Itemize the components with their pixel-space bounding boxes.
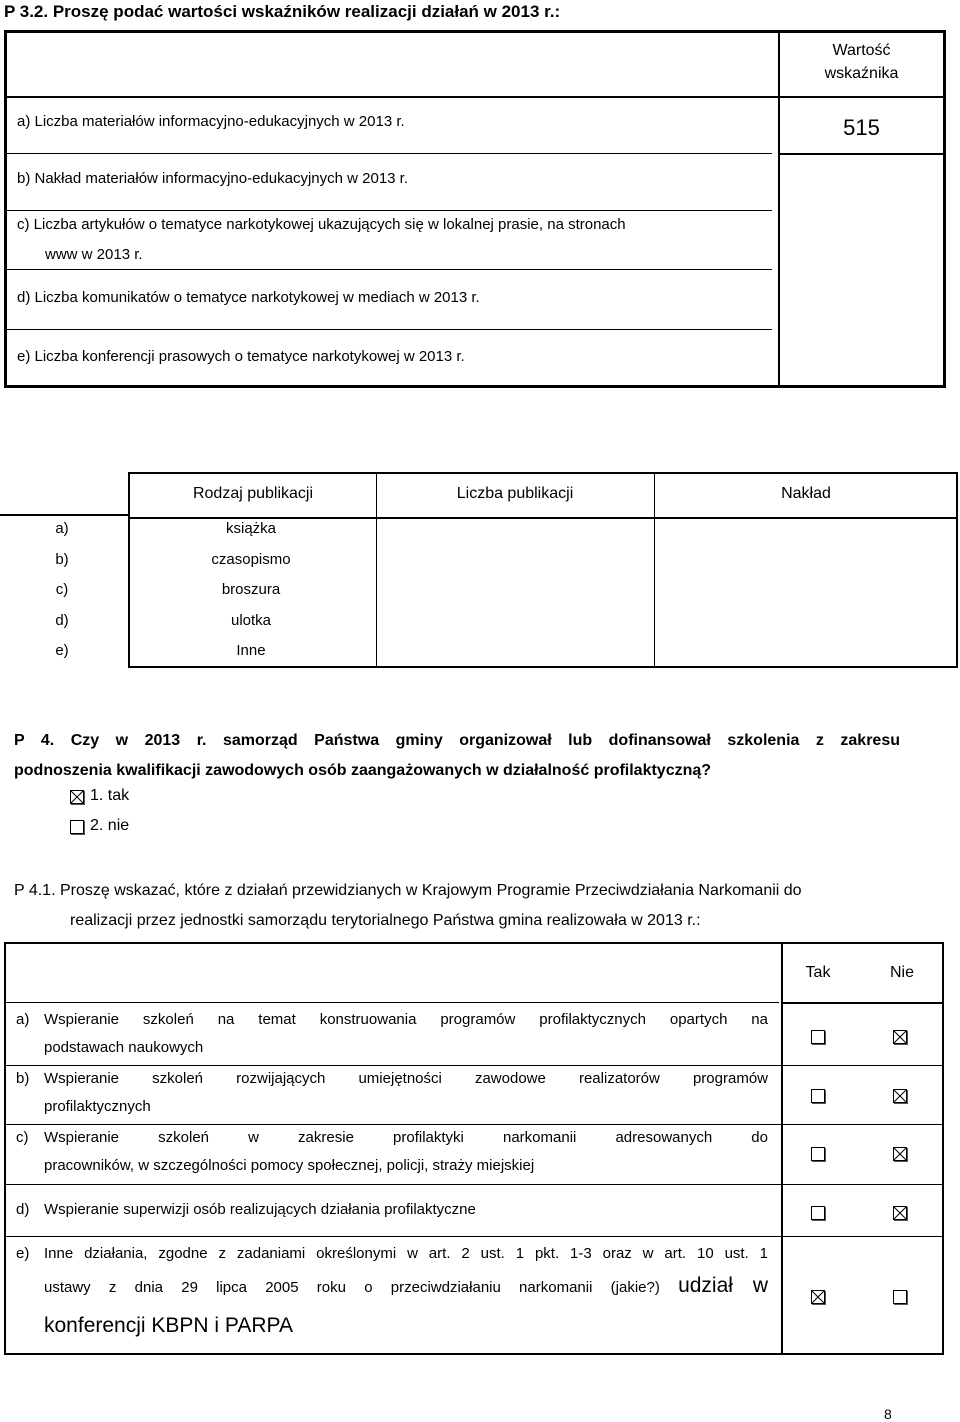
checkbox-d-nie[interactable]: [893, 1206, 907, 1220]
value-column-header: Wartość wskaźnika: [824, 42, 899, 82]
indicator-row-b: b) Nakład materiałów informacyjno-edukacyjnych w 2013 r.: [17, 170, 409, 187]
checkbox-tak[interactable]: [70, 790, 84, 804]
activities-table: [4, 942, 944, 1355]
list-item: Inne: [236, 642, 266, 659]
checkbox-d-tak[interactable]: [811, 1206, 825, 1220]
indicator-value-a: 515: [843, 115, 880, 140]
option-nie-label: 2. nie: [90, 817, 130, 834]
indicator-row-e: e) Liczba konferencji prasowych o tematyce narkotykowej w 2013 r.: [17, 348, 465, 365]
checkbox-nie[interactable]: [70, 820, 84, 834]
activity-row-d: d) Wspieranie superwizji osób realizujących działania profilaktyczne: [16, 1201, 476, 1218]
col-header-count: Liczba publikacji: [456, 485, 574, 502]
option-tak-label: 1. tak: [90, 787, 130, 804]
checkbox-e-nie[interactable]: [893, 1290, 907, 1304]
list-item: książka: [225, 520, 277, 537]
col-header-tak: Tak: [805, 964, 831, 981]
checkbox-a-nie[interactable]: [893, 1030, 907, 1044]
publication-types: [128, 514, 374, 667]
checkbox-a-tak[interactable]: [811, 1030, 825, 1044]
page-number: 8: [884, 1406, 892, 1422]
list-item: ulotka: [230, 611, 272, 629]
list-item: czasopismo: [211, 550, 291, 568]
checkbox-c-nie[interactable]: [893, 1147, 907, 1161]
handwritten-answer-part2: konferencji KBPN i PARPA: [44, 1314, 293, 1337]
question-4-1: P 4.1. Proszę wskazać, które z działań przewidzianych w Krajowym Programie Przeciwdziałania Narkomanii do realizacji przez jednostki samorządu terytorialnego Państwa gmina realizowała w 2013 r.:: [14, 882, 802, 929]
checkbox-b-tak[interactable]: [811, 1089, 825, 1103]
indicator-row-d: d) Liczba komunikatów o tematyce narkotykowej w mediach w 2013 r.: [17, 289, 480, 306]
indicators-table: [4, 30, 946, 388]
list-item: broszura: [221, 581, 281, 598]
col-header-type: Rodzaj publikacji: [192, 485, 314, 502]
indicator-row-a: a) Liczba materiałów informacyjno-edukacyjnych w 2013 r.: [17, 113, 405, 130]
activity-row-e: e) Inne działania, zgodne z zadaniami określonymi w art. 2 ust. 1 pkt. 1-3 oraz w art. 10 ust. 1 ustawy z dnia 29 lipca 2005 roku o przeciwdziałaniu narkomanii (jakie?) udział w konferencji KBPN i PARPA: [16, 1240, 768, 1346]
handwritten-answer-part1: udział w: [678, 1274, 769, 1297]
activity-row-c: c) Wspieranie szkoleń w zakresie profilaktyki narkomanii adresowanych do pracowników, w szczególności pomocy społecznej, policji, straży miejskiej: [16, 1129, 768, 1174]
section-heading: P 3.2. Proszę podać wartości wskaźników realizacji działań w 2013 r.:: [4, 2, 561, 21]
question-4: P 4. Czy w 2013 r. samorząd Państwa gminy organizował lub dofinansował szkolenia z zakresu podnoszenia kwalifikacji zawodowych osób zaangażowanych w działalność profilaktyczną?: [14, 732, 900, 779]
checkbox-b-nie[interactable]: [893, 1089, 907, 1103]
activity-row-a: a) Wspieranie szkoleń na temat konstruowania programów profilaktycznych opartych na podstawach naukowych: [16, 1011, 768, 1056]
publication-letters: a) b) c) d) e): [55, 520, 69, 659]
checkbox-c-tak[interactable]: [811, 1147, 825, 1161]
col-header-nie: Nie: [889, 964, 914, 981]
checkbox-e-tak[interactable]: [811, 1290, 825, 1304]
col-header-circulation: Nakład: [781, 485, 831, 502]
activity-row-b: b) Wspieranie szkoleń rozwijających umiejętności zawodowe realizatorów programów profilaktycznych: [16, 1070, 768, 1115]
indicator-row-c: c) Liczba artykułów o tematyce narkotykowej ukazujących się w lokalnej prasie, na stronach www w 2013 r.: [17, 216, 626, 263]
